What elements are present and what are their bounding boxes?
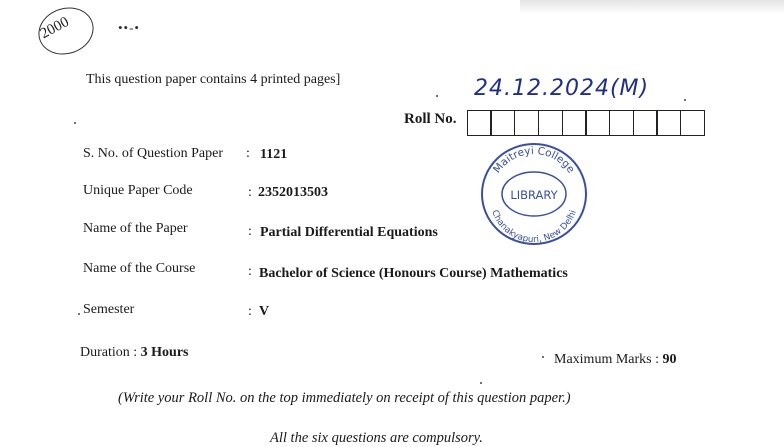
maximum-marks bbox=[554, 352, 677, 368]
roll-no-boxes[interactable] bbox=[468, 110, 705, 136]
roll-no-box[interactable] bbox=[538, 110, 563, 136]
field-label-course: Name of the Course bbox=[83, 261, 196, 276]
max-marks-label: Maximum Marks : bbox=[554, 352, 659, 367]
scan-speck bbox=[436, 95, 438, 97]
top-scribble: ••-• bbox=[118, 20, 140, 35]
roll-no-box[interactable] bbox=[656, 110, 681, 136]
field-value-paper-name: Partial Differential Equations bbox=[260, 225, 438, 240]
roll-instruction: (Write your Roll No. on the top immediately on receipt of this question paper.) bbox=[118, 390, 571, 406]
field-label-paper-name: Name of the Paper bbox=[83, 221, 188, 236]
library-stamp bbox=[476, 138, 592, 248]
scan-speck bbox=[74, 122, 76, 124]
roll-no-box[interactable] bbox=[562, 110, 587, 136]
compulsory-note: All the six questions are compulsory. bbox=[270, 430, 483, 446]
duration-value: 3 Hours bbox=[140, 345, 189, 360]
roll-no-box[interactable] bbox=[680, 110, 705, 136]
field-value-semester: V bbox=[259, 304, 270, 319]
field-colon: : bbox=[248, 304, 252, 319]
roll-no-box[interactable] bbox=[585, 110, 610, 136]
field-colon: : bbox=[248, 264, 252, 279]
handwritten-date: 24.12.2024(M) bbox=[474, 76, 650, 101]
scan-speck bbox=[542, 356, 544, 358]
field-value-paper-code: 2352013503 bbox=[258, 185, 328, 200]
field-colon: : bbox=[246, 146, 250, 161]
field-colon: : bbox=[248, 185, 252, 200]
duration bbox=[80, 345, 189, 361]
field-value-course: Bachelor of Science (Honours Course) Mathematics bbox=[259, 266, 568, 281]
stamp-bottom-text: Chanakyapuri, New Delhi bbox=[489, 208, 579, 246]
scan-shadow bbox=[520, 0, 784, 14]
roll-no-box[interactable] bbox=[609, 110, 634, 136]
corner-note: 2000 bbox=[37, 13, 72, 43]
roll-no-box[interactable] bbox=[490, 110, 515, 136]
field-label-paper-code: Unique Paper Code bbox=[83, 183, 193, 198]
field-value-serial: 1121 bbox=[260, 147, 288, 162]
printed-pages-notice: This question paper contains 4 printed pages] bbox=[86, 72, 341, 87]
duration-label: Duration : bbox=[80, 345, 138, 360]
field-label-serial: S. No. of Question Paper bbox=[83, 146, 223, 161]
max-marks-value: 90 bbox=[662, 352, 677, 367]
scan-speck bbox=[78, 313, 80, 315]
roll-no-box[interactable] bbox=[514, 110, 539, 136]
stamp-top-text: Maitreyi College bbox=[491, 144, 577, 176]
roll-no-box[interactable] bbox=[467, 110, 492, 136]
scan-speck bbox=[480, 382, 482, 384]
scan-speck bbox=[684, 99, 686, 101]
roll-no-box[interactable] bbox=[633, 110, 658, 136]
roll-no-label: Roll No. bbox=[404, 111, 457, 127]
stamp-center-text: LIBRARY bbox=[510, 188, 558, 202]
field-colon: : bbox=[248, 224, 252, 239]
field-label-semester: Semester bbox=[83, 302, 135, 317]
